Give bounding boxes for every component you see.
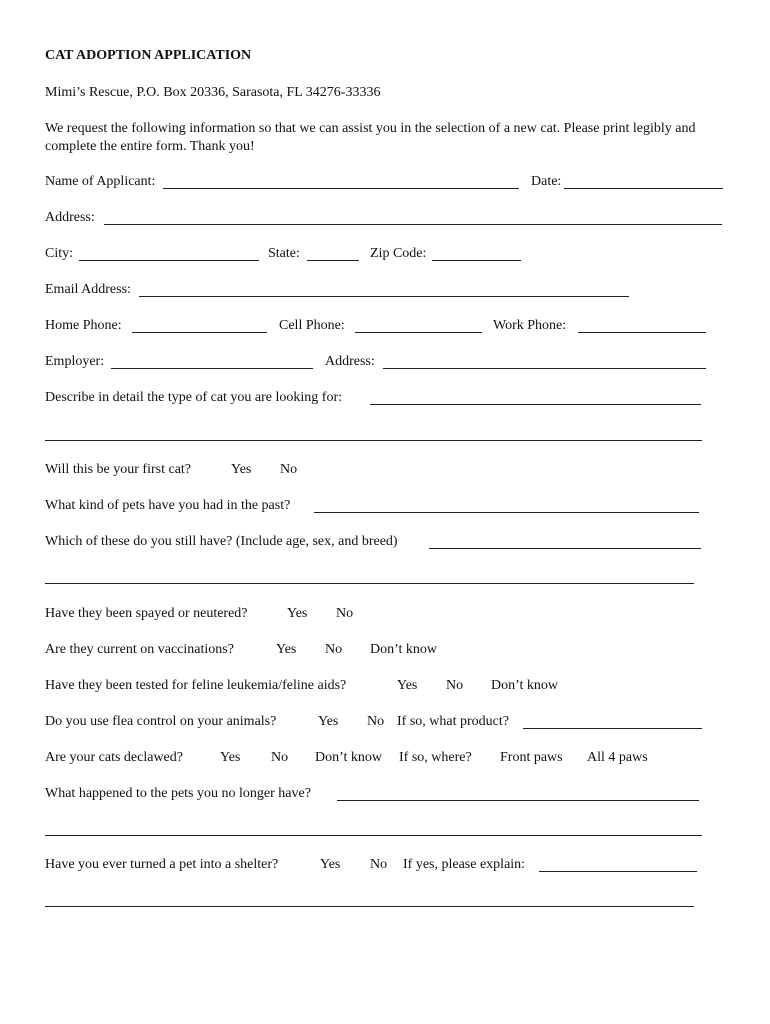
shelter-explain-label: If yes, please explain: <box>403 857 526 872</box>
address-label: Address: <box>45 210 95 225</box>
felv-yes[interactable]: Yes <box>397 678 418 693</box>
declawed-question: Are your cats declawed? <box>45 750 183 765</box>
first-cat-question: Will this be your first cat? <box>45 462 192 477</box>
zip-label: Zip Code: <box>370 246 427 261</box>
cell-phone-label: Cell Phone: <box>279 318 345 333</box>
email-label: Email Address: <box>45 282 131 297</box>
date-label: Date: <box>531 174 562 189</box>
city-label: City: <box>45 246 74 261</box>
describe-cat-line-2[interactable] <box>45 440 702 441</box>
still-have-line[interactable] <box>429 548 701 549</box>
pets-fate-line[interactable] <box>337 800 699 801</box>
pets-past-line[interactable] <box>314 512 699 513</box>
spayed-question: Have they been spayed or neutered? <box>45 606 248 621</box>
first-cat-yes[interactable]: Yes <box>231 462 252 477</box>
felv-no[interactable]: No <box>446 678 464 693</box>
state-label: State: <box>268 246 300 261</box>
city-line[interactable] <box>79 260 259 261</box>
pets-fate-line-2[interactable] <box>45 835 702 836</box>
work-phone-line[interactable] <box>578 332 706 333</box>
flea-no[interactable]: No <box>367 714 385 729</box>
form-title: CAT ADOPTION APPLICATION <box>45 48 252 63</box>
shelter-question: Have you ever turned a pet into a shelter? <box>45 857 279 872</box>
shelter-explain-line-2[interactable] <box>45 906 694 907</box>
zip-line[interactable] <box>432 260 521 261</box>
state-line[interactable] <box>307 260 359 261</box>
email-line[interactable] <box>139 296 629 297</box>
declawed-no[interactable]: No <box>271 750 289 765</box>
first-cat-no[interactable]: No <box>280 462 298 477</box>
shelter-yes[interactable]: Yes <box>320 857 341 872</box>
declawed-dont-know[interactable]: Don’t know <box>315 750 383 765</box>
name-line[interactable] <box>163 188 519 189</box>
spayed-yes[interactable]: Yes <box>287 606 308 621</box>
address-line[interactable] <box>104 224 722 225</box>
describe-cat-label: Describe in detail the type of cat you are looking for: <box>45 390 343 405</box>
pets-fate-question: What happened to the pets you no longer have? <box>45 786 311 801</box>
describe-cat-line[interactable] <box>370 404 701 405</box>
home-phone-line[interactable] <box>132 332 267 333</box>
employer-address-line[interactable] <box>383 368 706 369</box>
declawed-front-paws[interactable]: Front paws <box>500 750 563 765</box>
declawed-yes[interactable]: Yes <box>220 750 241 765</box>
declawed-all-paws[interactable]: All 4 paws <box>587 750 648 765</box>
vaccinations-question: Are they current on vaccinations? <box>45 642 234 657</box>
flea-yes[interactable]: Yes <box>318 714 339 729</box>
flea-product-line[interactable] <box>523 728 702 729</box>
vaccinations-yes[interactable]: Yes <box>276 642 297 657</box>
felv-question: Have they been tested for feline leukemia/feline aids? <box>45 678 347 693</box>
flea-product-label: If so, what product? <box>397 714 509 729</box>
felv-dont-know[interactable]: Don’t know <box>491 678 559 693</box>
vaccinations-no[interactable]: No <box>325 642 343 657</box>
name-label: Name of Applicant: <box>45 174 156 189</box>
shelter-no[interactable]: No <box>370 857 388 872</box>
still-have-question: Which of these do you still have? (Include age, sex, and breed) <box>45 534 398 549</box>
vaccinations-dont-know[interactable]: Don’t know <box>370 642 438 657</box>
work-phone-label: Work Phone: <box>493 318 567 333</box>
employer-line[interactable] <box>111 368 313 369</box>
employer-label: Employer: <box>45 354 105 369</box>
cell-phone-line[interactable] <box>355 332 482 333</box>
flea-question: Do you use flea control on your animals? <box>45 714 277 729</box>
intro-text: We request the following information so that we can assist you in the selection of a new cat. Please print legibly and complete the entire form. Thank you! <box>45 121 696 154</box>
pets-past-question: What kind of pets have you had in the past? <box>45 498 291 513</box>
date-line[interactable] <box>564 188 723 189</box>
declawed-where-label: If so, where? <box>399 750 472 765</box>
org-address: Mimi’s Rescue, P.O. Box 20336, Sarasota, FL 34276-33336 <box>45 85 381 100</box>
shelter-explain-line[interactable] <box>539 871 697 872</box>
still-have-line-2[interactable] <box>45 583 694 584</box>
employer-address-label: Address: <box>325 354 375 369</box>
spayed-no[interactable]: No <box>336 606 354 621</box>
home-phone-label: Home Phone: <box>45 318 122 333</box>
